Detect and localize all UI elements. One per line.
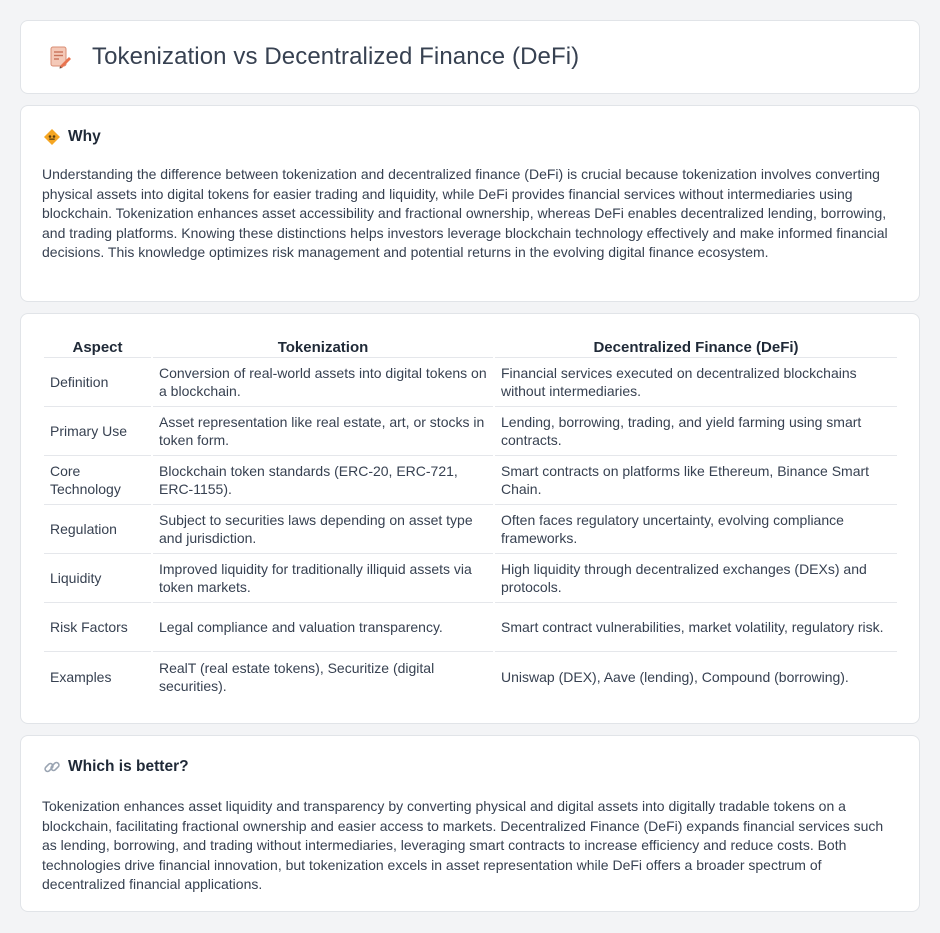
row-aspect: Regulation	[44, 505, 151, 554]
table-row	[44, 407, 897, 456]
row-aspect: Primary Use	[44, 407, 151, 456]
row-tokenization: RealT (real estate tokens), Securitize (digital securities).	[159, 659, 435, 694]
table-row	[44, 554, 897, 603]
table-header-row	[44, 334, 897, 358]
comparison-card	[20, 313, 920, 724]
header-aspect: Aspect	[44, 334, 151, 358]
row-tokenization: Asset representation like real estate, art, or stocks in token form.	[153, 407, 493, 456]
row-defi: Uniswap (DEX), Aave (lending), Compound (borrowing).	[501, 668, 849, 685]
row-defi: Often faces regulatory uncertainty, evolving compliance frameworks.	[495, 505, 897, 554]
why-heading: Why	[68, 128, 101, 145]
row-aspect: Examples	[50, 668, 112, 685]
row-aspect: Definition	[44, 358, 151, 407]
document-pen-icon	[47, 44, 73, 70]
comparison-table	[42, 334, 899, 701]
row-aspect: Liquidity	[44, 554, 151, 603]
link-icon	[43, 758, 61, 776]
row-defi: Financial services executed on decentralized blockchains without intermediaries.	[495, 358, 897, 407]
header-defi: Decentralized Finance (DeFi)	[495, 334, 897, 358]
page-title: Tokenization vs Decentralized Finance (DeFi)	[92, 43, 580, 70]
table-row	[44, 652, 897, 701]
row-defi: Lending, borrowing, trading, and yield farming using smart contracts.	[495, 407, 897, 456]
row-aspect: Risk Factors	[44, 603, 151, 652]
which-better-heading: Which is better?	[68, 758, 189, 775]
lightbulb-icon	[43, 128, 61, 146]
row-tokenization: Blockchain token standards (ERC-20, ERC-721, ERC-1155).	[153, 456, 493, 505]
row-defi: High liquidity through decentralized exchanges (DEXs) and protocols.	[495, 554, 897, 603]
header-tokenization: Tokenization	[153, 334, 493, 358]
table-row	[44, 505, 897, 554]
which-better-paragraph: Tokenization enhances asset liquidity and transparency by converting physical and digital assets into digitally tradable tokens on a blockchain, facilitating fractional ownership and easier access to markets. Decentralized Finance (DeFi) expands financial services such as lending, borrowing, and trading without intermediaries, leveraging smart contracts to increase efficiency and reduce costs. Both technologies drive financial innovation, but tokenization excels in asset representation while DeFi offers a broader spectrum of decentralized financial applications.	[42, 798, 884, 892]
row-tokenization: Improved liquidity for traditionally illiquid assets via token markets.	[153, 554, 493, 603]
title-card	[20, 20, 920, 94]
table-row	[44, 358, 897, 407]
row-tokenization: Subject to securities laws depending on asset type and jurisdiction.	[153, 505, 493, 554]
why-card	[20, 105, 920, 302]
row-defi: Smart contract vulnerabilities, market volatility, regulatory risk.	[495, 603, 897, 652]
why-paragraph: Understanding the difference between tokenization and decentralized finance (DeFi) is crucial because tokenization involves converting physical assets into digital tokens for easier trading and liquidity, while DeFi provides financial services without intermediaries using blockchain. Tokenization enhances asset accessibility and fractional ownership, whereas DeFi enables decentralized lending, borrowing, and trading platforms. Knowing these distinctions helps investors leverage blockchain technology effectively and make informed financial decisions. This knowledge optimizes risk management and potential returns in the evolving digital finance ecosystem.	[42, 166, 888, 260]
row-defi: Smart contracts on platforms like Ethereum, Binance Smart Chain.	[495, 456, 897, 505]
row-tokenization: Conversion of real-world assets into digital tokens on a blockchain.	[153, 358, 493, 407]
table-row	[44, 456, 897, 505]
row-tokenization: Legal compliance and valuation transparency.	[153, 603, 493, 652]
which-better-card	[20, 735, 920, 912]
table-row	[44, 603, 897, 652]
row-aspect: Core Technology	[44, 456, 151, 505]
